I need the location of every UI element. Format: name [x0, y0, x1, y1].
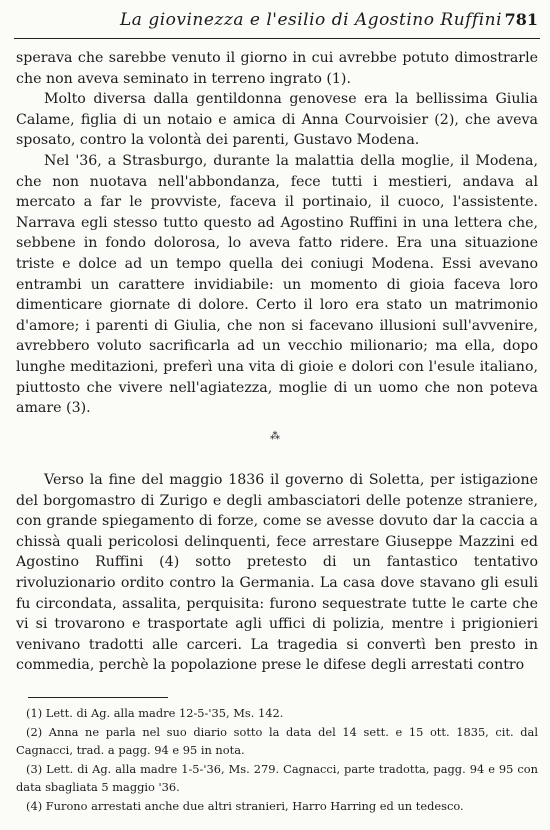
section-separator [0, 432, 550, 441]
footnote: (4) Furono arrestati anche due altri stranieri, Harro Harring ed un tedesco. [26, 798, 464, 813]
asterism: ⁂ [270, 431, 280, 442]
running-header [0, 6, 550, 38]
footnote-rule [28, 697, 168, 698]
paragraph: Verso la fine del maggio 1836 il governo di Soletta, per istigazione del borgomastro di Zurigo e degli ambasciatori delle potenze straniere, con grande spiegamento di forze, come se avesse dovuto dar la caccia a chissà quali pericolosi delinquenti, fece arrestare Giuseppe Mazzini ed Agostino Ruffini (4) sotto pretesto di un fantastico tentativo rivoluzionario ordito contro la Germania. La casa dove stavano gli esuli fu circondata, assalita, perquisita: furono sequestrate tutte le carte che vi si trovarono e trasportate agli uffici di polizia, mentre i prigionieri venivano tradotti alle carceri. La tragedia si convertì ben presto in commedia, perchè la popolazione prese le difese degli arrestati contro [16, 472, 538, 674]
running-title: La giovinezza e l'esilio di Agostino Ruffini [120, 10, 503, 30]
footnote: (3) Lett. di Ag. alla madre 1-5-'36, Ms. 279. Cagnacci, parte tradotta, pagg. 94 e 95 con data sbagliata 5 maggio '36. [16, 761, 538, 794]
main-text-continued [16, 470, 538, 676]
footnote: (2) Anna ne parla nel suo diario sotto la data del 14 sett. e 15 ott. 1835, cit. dal Cagnacci, trad. a pagg. 94 e 95 in nota. [16, 724, 538, 757]
paragraph: Molto diversa dalla gentildonna genovese era la bellissima Giulia Calame, figlia di un notaio e amica di Anna Courvoisier (2), che aveva sposato, contro la volontà dei parenti, Gustavo Modena. [16, 91, 538, 149]
paragraph: sperava che sarebbe venuto il giorno in cui avrebbe potuto dimostrarle che non aveva seminato in terreno ingrato (1). [16, 50, 538, 87]
footnote: (1) Lett. di Ag. alla madre 12-5-'35, Ms. 142. [26, 706, 284, 720]
main-text [16, 48, 538, 419]
paragraph: Nel '36, a Strasburgo, durante la malattia della moglie, il Modena, che non nuotava nell'abbondanza, fece tutti i mestieri, andava al mercato a far le provviste, faceva il portinaio, il cuoco, l'assistente. Narrava egli stesso tutto questo ad Agostino Ruffini in una lettera che, sebbene in fondo dolorosa, lo aveva fatto ridere. Era una situazione triste e dolce ad un tempo quella dei coniugi Modena. Essi avevano entrambi un carattere invidiabile: un momento di gioia faceva loro dimenticare giornate di dolore. Certo il loro era stato un matrimonio d'amore; i parenti di Giulia, che non si facevano illusioni sull'avvenire, avrebbero voluto sacrificarla ad un vecchio milionario; ma ella, dopo lunghe meditazioni, preferì una vita di gioie e dolori con l'esule italiano, piuttosto che vivere nell'agiatezza, moglie di un uomo che non poteva amare (3). [16, 152, 538, 417]
page-number: 781 [504, 10, 538, 29]
header-rule [14, 38, 540, 39]
footnotes [16, 704, 538, 815]
